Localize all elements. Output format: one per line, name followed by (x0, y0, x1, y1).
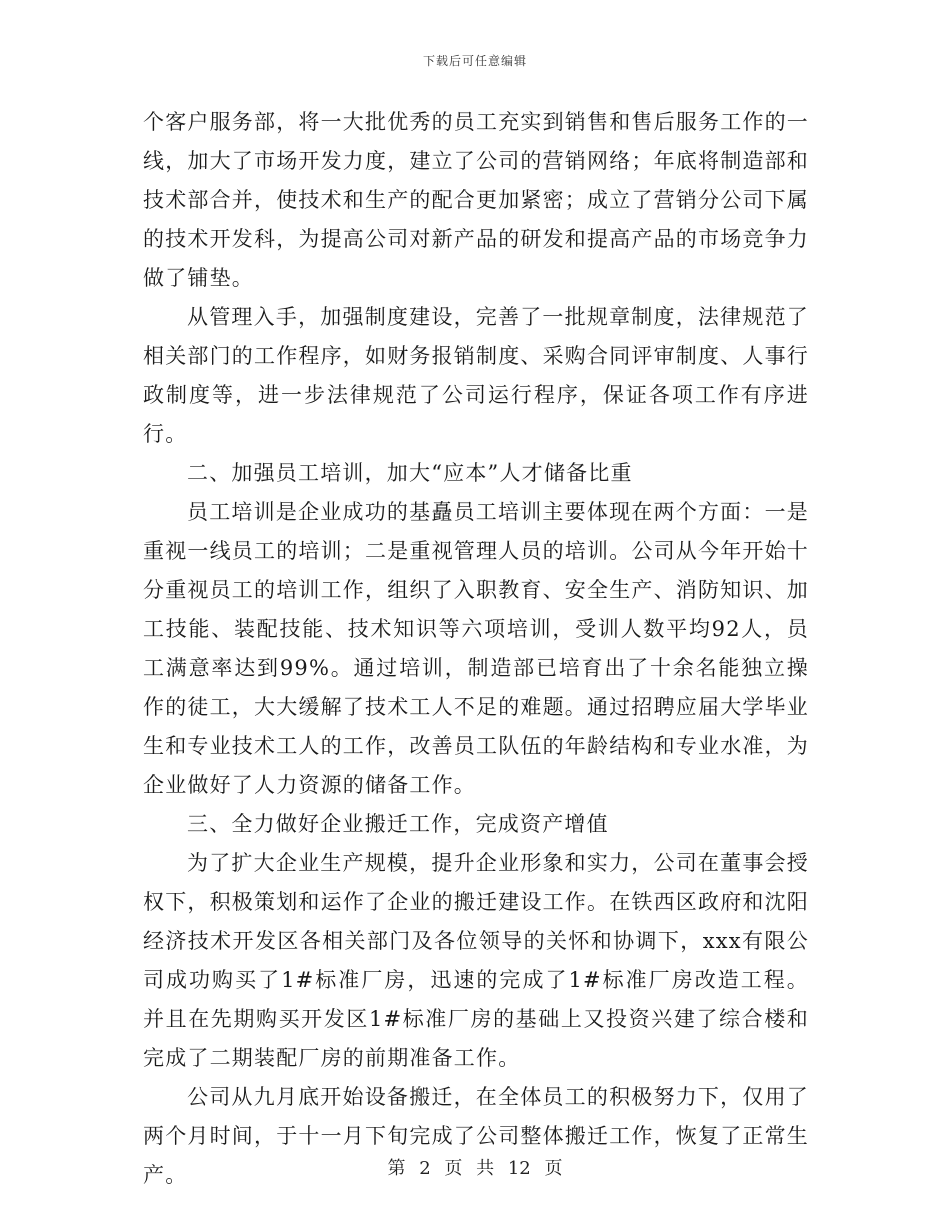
section-heading-relocation: 三、全力做好企业搬迁工作，完成资产增值 (187, 812, 609, 836)
paragraph-relocation: 为了扩大企业生产规模，提升企业形象和实力，公司在董事会授权下，积极策划和运作了企业的搬迁建设工作。在铁西区政府和沈阳经济技术开发区各相关部门及各位领导的关怀和协调下，xxx有限公司成功购买了1#标准厂房，迅速的完成了1#标准厂房改造工程。并且在先期购买开发区1#标准厂房的基础上又投资兴建了综合楼和完成了二期装配厂房的前期准备工作。 (143, 851, 809, 1070)
page-header: 下载后可任意编辑 (422, 54, 527, 68)
section-heading-training: 二、加强员工培训，加大“应本”人才储备比重 (187, 461, 633, 485)
document-body (143, 103, 809, 1195)
page-footer: 第 2 页 共 12 页 (387, 1158, 563, 1179)
paragraph-continuation: 个客户服务部，将一大批优秀的员工充实到销售和售后服务工作的一线，加大了市场开发力度，建立了公司的营销网络；年底将制造部和技术部合并，使技术和生产的配合更加紧密；成立了营销分公司下属的技术开发科，为提高公司对新产品的研发和提高产品的市场竞争力做了铺垫。 (143, 110, 809, 290)
paragraph-management: 从管理入手，加强制度建设，完善了一批规章制度，法律规范了相关部门的工作程序，如财务报销制度、采购合同评审制度、人事行政制度等，进一步法律规范了公司运行程序，保证各项工作有序进行。 (143, 305, 809, 446)
paragraph-training: 员工培训是企业成功的基矗员工培训主要体现在两个方面：一是重视一线员工的培训；二是重视管理人员的培训。公司从今年开始十分重视员工的培训工作，组织了入职教育、安全生产、消防知识、加工技能、装配技能、技术知识等六项培训，受训人数平均92人，员工满意率达到99%。通过培训，制造部已培育出了十余名能独立操作的徒工，大大缓解了技术工人不足的难题。通过招聘应届大学毕业生和专业技术工人的工作，改善员工队伍的年龄结构和专业水准，为企业做好了人力资源的储备工作。 (143, 500, 809, 797)
paragraph-equipment-move: 公司从九月底开始设备搬迁，在全体员工的积极努力下，仅用了两个月时间，于十一月下旬完成了公司整体搬迁工作，恢复了正常生产。 (143, 1085, 809, 1187)
